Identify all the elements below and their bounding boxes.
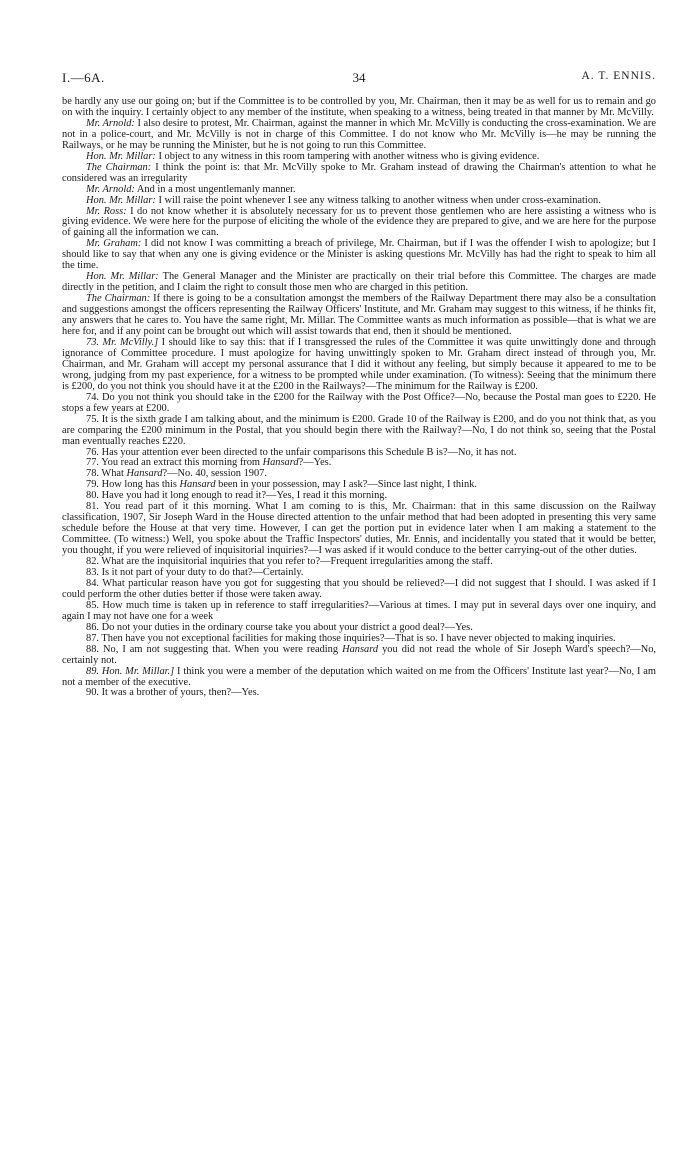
paragraph-text: be hardly any use our going on; but if the Committee is to be controlled by you, Mr. Chairman, then it may be as well for us to remain and go on with the inquiry. I certainly object to any member of the institute, when speaking to a witness, being treated in that manner by Mr. McVilly. xyxy=(62,96,656,118)
paragraph-text: 81. You read part of it this morning. What I am coming to is this, Mr. Chairman: that in this same discussion on the Railway classification, 1907, Sir Joseph Ward in the House directed attention to the unfair method that had been adopted in presenting this very same schedule before the House at that very time. However, I can get the portion put in evidence later when I am making a statement to the Committee. (To witness:) Well, you spoke about the Traffic Inspectors' duties, Mr. Ennis, and incidentally you stated that it would be better, you thought, if you were relieved of inquisitorial inquiries?—I was asked if it would conduce to the better carrying-out of the other duties. xyxy=(62,501,656,557)
paragraph-text: 82. What are the inquisitorial inquiries that you refer to?—Frequent irregularities among the staff. xyxy=(86,556,493,568)
paragraph-text: 77. You read an extract this morning from Hansard?—Yes. xyxy=(86,457,332,469)
paragraph-text: 76. Has your attention ever been directed to the unfair comparisons this Schedule B is?—No, it has not. xyxy=(86,446,517,458)
paragraph-text: I do not know whether it is absolutely necessary for us to prevent those gentlemen who are here assisting a witness who is giving evidence. We were here for the purpose of eliciting the whole of the evidence they are prepared to give, and we are here for the purpose of gaining all the information we can. xyxy=(62,205,656,239)
paragraph xyxy=(62,338,656,393)
publication-title: Hansard xyxy=(342,643,379,655)
paragraph xyxy=(62,207,656,240)
publication-title: Hansard xyxy=(126,468,163,480)
speaker-label: Hon. Mr. Millar: xyxy=(86,194,156,206)
speaker-label: Mr. Ross: xyxy=(86,205,127,217)
speaker-label: Mr. Arnold: xyxy=(86,183,135,195)
page-number: 34 xyxy=(352,70,366,85)
paragraph-text: 90. It was a brother of yours, then?—Yes. xyxy=(86,687,260,699)
paragraph xyxy=(62,645,656,667)
paragraph-text: And in a most ungentlemanly manner. xyxy=(134,183,296,195)
speaker-label: 73. Mr. McVilly.] xyxy=(86,336,159,348)
paragraph xyxy=(62,272,656,294)
page-header xyxy=(62,70,656,86)
speaker-label: Hon. Mr. Millar: xyxy=(86,271,159,283)
paragraph-text: 87. Then have you not exceptional facilities for making those inquiries?—That is so. I have never objected to making inquiries. xyxy=(86,632,616,644)
paragraph-text: 88. No, I am not suggesting that. When you were reading Hansard you did not read the whole of Sir Joseph Ward's speech?—No, certainly not. xyxy=(62,643,656,666)
paragraph-text: I should like to say this: that if I transgressed the rules of the Committee it was quite unwittingly done and through ignorance of Committee procedure. I must apologize for having unwittingly spoken to Mr. Graham direct instead of through you, Mr. Chairman, and Mr. Graham will accept my personal assurance that I did it without any feeling, but simply because it appeared to me to be wrong, judging from my past experience, for a witness to be prompted while under examination. (To witness): Seeing that the minimum there is £200, do you not think you should have it at the £200 in the Railways?—The minimum for the Railway is £200. xyxy=(62,336,656,392)
paragraph xyxy=(62,119,656,152)
paragraph-text: I did not know I was committing a breach of privilege, Mr. Chairman, but if I was the offender I wish to apologize; but I should like to say that when any one is giving evidence or the Minister is asking questions Mr. McVilly has had the right to speak to him all the time. xyxy=(62,238,656,272)
paragraph-text: 74. Do you not think you should take in the £200 for the Railway with the Post Office?—No, because the Postal man goes to £220. He stops a few years at £200. xyxy=(62,391,656,414)
paragraph-text: I object to any witness in this room tampering with another witness who is giving evidence. xyxy=(155,150,540,162)
paragraph xyxy=(62,601,656,623)
paragraph xyxy=(62,667,656,689)
speaker-label: The Chairman: xyxy=(86,293,151,305)
paper-reference: I.—6A. xyxy=(62,70,105,85)
paragraph-text: 79. How long has this Hansard been in your possession, may I ask?—Since last night, I think. xyxy=(86,479,477,491)
speaker-label: 89. Hon. Mr. Millar.] xyxy=(86,665,175,677)
publication-title: Hansard xyxy=(179,479,216,491)
paragraph-text: 85. How much time is taken up in reference to staff irregularities?—Various at times. I may put in several days over one inquiry, and again I may not have one for a week xyxy=(62,599,656,622)
speaker-label: Hon. Mr. Millar: xyxy=(86,150,156,162)
paragraph xyxy=(62,97,656,119)
paragraph-text: 86. Do not your duties in the ordinary course take you about your district a good deal?—Yes. xyxy=(86,621,473,633)
paragraph-text: If there is going to be a consultation amongst the members of the Railway Department there may also be a consultation and suggestions amongst the officers representing the Railway Officers' Institute, and Mr. Graham may suggest to this witness, if he thinks fit, any answers that he cares to. You have the same right, Mr. Millar. The Committee wants as much information as possible—that is what we are here for, and if any point can be brought out which will assist towards that end, then it should be mentioned. xyxy=(62,293,657,338)
paragraph-text: I think you were a member of the deputation which waited on me from the Officers' Institute last year?—No, I am not a member of the executive. xyxy=(62,665,656,688)
paragraph xyxy=(62,579,656,601)
paragraph-text: 75. It is the sixth grade I am talking about, and the minimum is £200. Grade 10 of the Railway is £200, and do you not think that, as you are comparing the £200 minimum in the Postal, that you should begin there with the Railway?—No, I do not think so, seeing that the Postal man eventually reaches £220. xyxy=(62,413,656,447)
paragraph xyxy=(62,415,656,448)
paragraph-text: 78. What Hansard?—No. 40, session 1907. xyxy=(86,468,267,480)
paragraph xyxy=(62,294,656,338)
witness-name: A. T. ENNIS. xyxy=(581,70,656,82)
paragraph xyxy=(62,688,656,699)
paragraph-text: 83. Is it not part of your duty to do that?—Certainly. xyxy=(86,566,304,578)
paragraph-text: The General Manager and the Minister are practically on their trial before this Committee. The charges are made directly in the petition, and I claim the right to consult those men who are charged in this petition. xyxy=(62,271,656,294)
paragraph xyxy=(62,163,656,185)
speaker-label: Mr. Arnold: xyxy=(86,117,135,129)
transcript-body xyxy=(62,97,656,699)
paragraph xyxy=(62,239,656,272)
paragraph-text: 84. What particular reason have you got for suggesting that you should be relieved?—I did not suggest that I should. I was asked if I could perform the other duties better if those were taken away. xyxy=(62,577,656,600)
speaker-label: Mr. Graham: xyxy=(86,238,142,250)
paragraph-text: I will raise the point whenever I see any witness talking to another witness when under cross-examination. xyxy=(155,194,601,206)
paragraph-text: I also desire to protest, Mr. Chairman, against the manner in which Mr. McVilly is conducting the cross-examination. We are not in a police-court, and Mr. McVilly is not in charge of this Committee. I do not know who Mr. McVilly is—he may be running the Railways, or he may be running the Minister, but he is not going to run this Committee. xyxy=(62,117,656,151)
speaker-label: The Chairman: xyxy=(86,161,152,173)
publication-title: Hansard xyxy=(262,457,299,469)
paragraph xyxy=(62,502,656,557)
paragraph-text: I think the point is: that Mr. McVilly spoke to Mr. Graham instead of drawing the Chairman's attention to what he considered was an irregularity xyxy=(62,161,656,184)
paragraph xyxy=(62,393,656,415)
paragraph-text: 80. Have you had it long enough to read it?—Yes, I read it this morning. xyxy=(86,490,388,502)
